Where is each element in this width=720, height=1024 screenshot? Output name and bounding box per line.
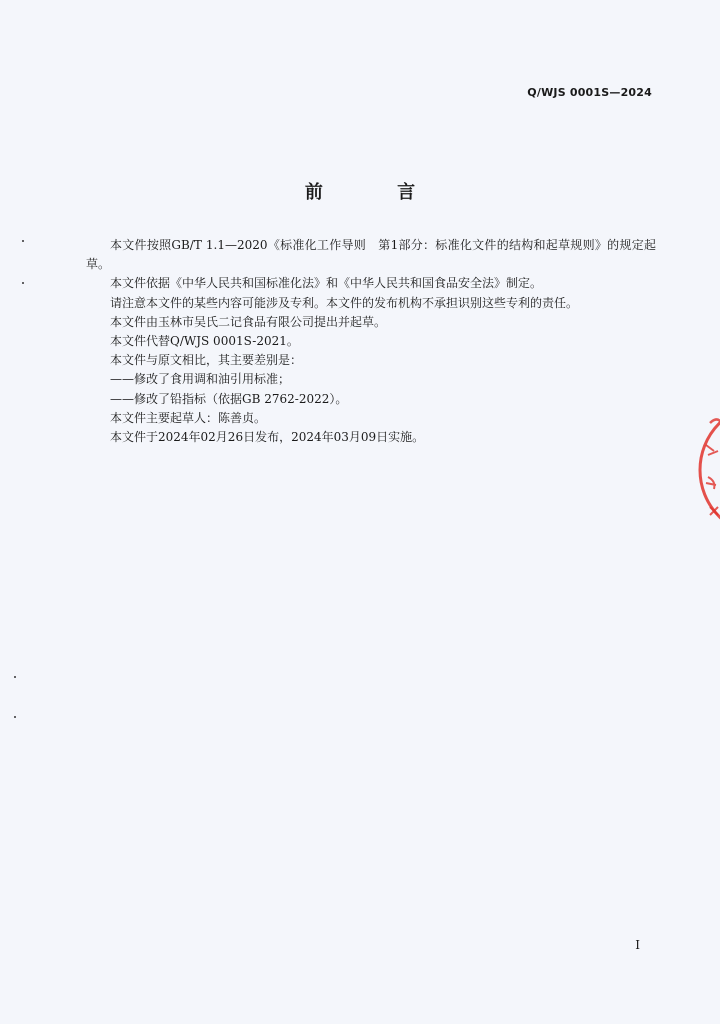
foreword-body <box>86 236 656 447</box>
paragraph-drafting-rules: 本文件按照GB/T 1.1—2020《标准化工作导则 第1部分：标准化文件的结构和起草规则》的规定起草。 <box>86 238 656 272</box>
list-item-difference-2: ——修改了铅指标（依据GB 2762-2022）。 <box>110 391 348 406</box>
paragraph-patent-notice: 请注意本文件的某些内容可能涉及专利。本文件的发布机构不承担识别这些专利的责任。 <box>110 295 579 310</box>
list-item-difference-1: ——修改了食用调和油引用标准； <box>110 372 291 387</box>
scan-speck <box>14 676 16 678</box>
paragraph-differences-intro: 本文件与原文相比，其主要差别是： <box>110 353 303 368</box>
document-code: Q/WJS 0001S—2024 <box>527 86 652 99</box>
red-seal-stamp-icon <box>696 395 720 545</box>
paragraph-drafter: 本文件主要起草人：陈善贞。 <box>110 410 267 425</box>
scan-speck <box>22 282 24 284</box>
paragraph-replaces: 本文件代替Q/WJS 0001S-2021。 <box>110 334 299 349</box>
paragraph-legal-basis: 本文件依据《中华人民共和国标准化法》和《中华人民共和国食品安全法》制定。 <box>110 276 543 291</box>
scan-speck <box>22 240 24 242</box>
scan-speck <box>14 716 16 718</box>
paragraph-proposer: 本文件由玉林市吴氏二记食品有限公司提出并起草。 <box>110 314 387 329</box>
page-number: I <box>635 938 640 952</box>
page-title: 前 言 <box>304 182 450 203</box>
paragraph-dates: 本文件于2024年02月26日发布，2024年03月09日实施。 <box>110 430 425 445</box>
